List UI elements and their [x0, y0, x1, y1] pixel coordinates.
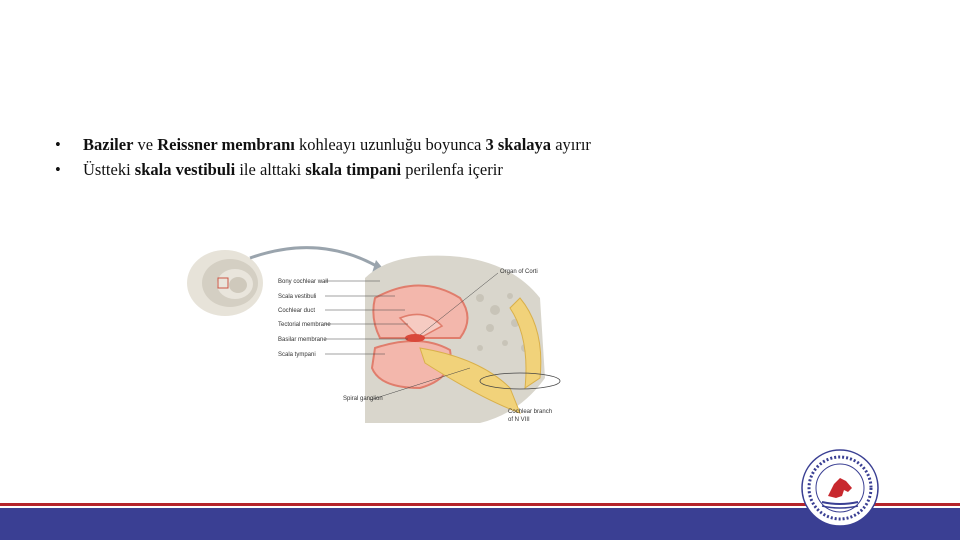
bullet-segment: ayırır: [551, 135, 591, 154]
bullet-item: [55, 157, 591, 182]
bullet-text: [83, 160, 503, 179]
label-cochlear-duct: Cochlear duct: [278, 308, 316, 314]
bullet-segment: Üstteki: [83, 160, 135, 179]
bullet-segment: Baziler: [83, 135, 134, 154]
bullet-list: [55, 132, 591, 182]
bullet-segment: Reissner membranı: [157, 135, 295, 154]
bullet-segment: perilenfa içerir: [401, 160, 503, 179]
label-organ-of-corti: Organ of Corti: [500, 269, 538, 275]
label-basilar-membrane: Basilar membrane: [278, 337, 327, 343]
bullet-segment: ile alttaki: [235, 160, 306, 179]
bullet-segment: skala vestibuli: [134, 160, 236, 179]
bullet-dot: •: [55, 160, 61, 179]
arrow-icon: [250, 248, 380, 268]
label-cochlear-branch-sub: of N VIII: [508, 417, 530, 423]
bullet-segment: skala timpani: [305, 160, 402, 179]
university-logo: [800, 448, 880, 528]
bony-wall: [365, 256, 545, 423]
cochlea-cross-section-figure: [180, 238, 570, 428]
bullet-dot: •: [55, 135, 61, 154]
label-bony-wall: Bony cochlear wall: [278, 279, 329, 285]
label-cochlear-branch: Cochlear branch: [508, 409, 553, 415]
label-scala-tympani: Scala tympani: [278, 352, 316, 358]
bullet-text: [83, 135, 591, 154]
bullet-segment: 3 skalaya: [485, 135, 552, 154]
label-tectorial-membrane: Tectorial membrane: [278, 322, 331, 328]
bullet-segment: kohleayı uzunluğu boyunca: [294, 135, 486, 154]
bullet-segment: ve: [133, 135, 158, 154]
bullet-item: [55, 132, 591, 157]
organ-of-corti: [405, 334, 425, 342]
label-spiral-ganglion: Spiral ganglion: [343, 396, 383, 402]
label-scala-vestibuli: Scala vestibuli: [278, 294, 317, 300]
cochlea-thumbnail: [187, 250, 263, 316]
